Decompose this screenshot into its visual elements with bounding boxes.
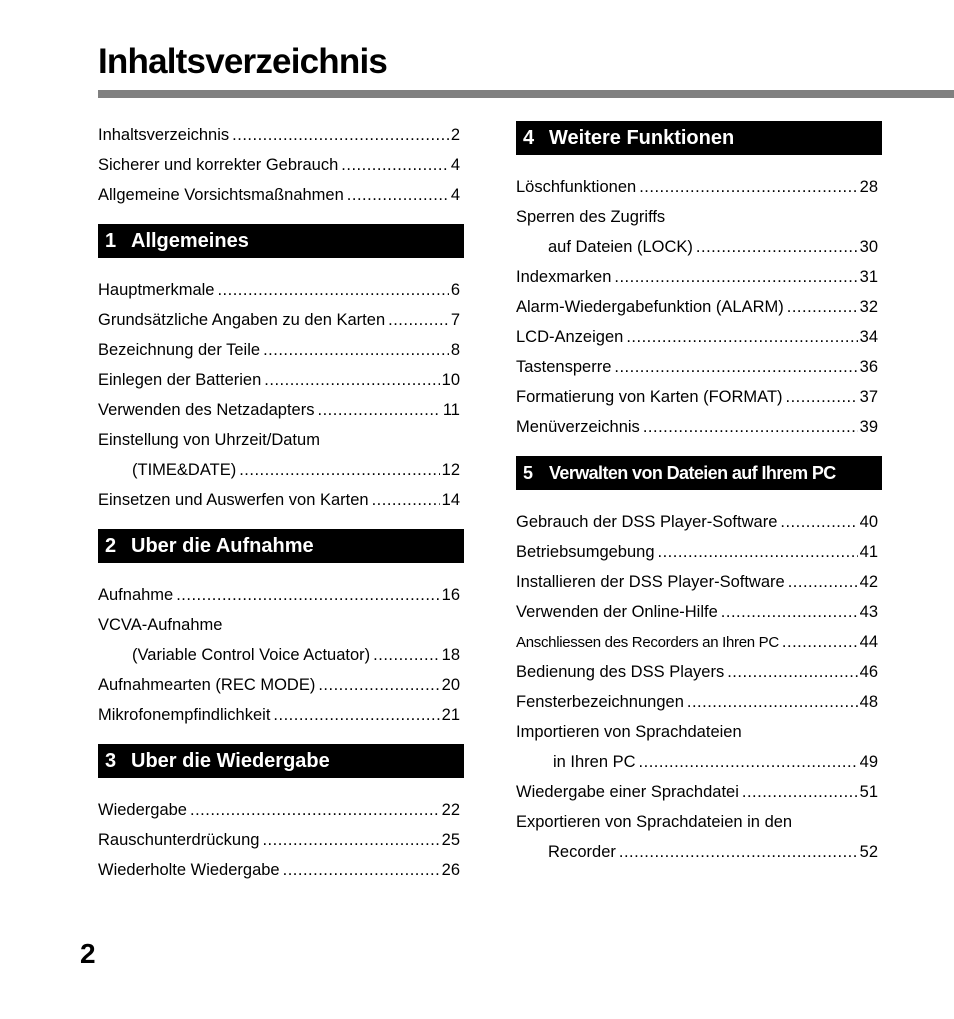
toc-entry[interactable] [516,537,882,567]
toc-entry-page: 12 [441,461,460,479]
toc-entry-text: Betriebsumgebung [516,543,655,561]
toc-entry[interactable] [98,305,464,335]
leader-dots [232,120,449,150]
toc-entry-text: Installieren der DSS Player-Software [516,573,785,591]
toc-entry-text: Exportieren von Sprachdateien in den [516,813,793,831]
leader-dots [372,485,440,515]
section-number: 3 [105,750,117,772]
toc-entry[interactable] [516,507,882,537]
leader-dots [264,365,439,395]
toc-entry[interactable] [516,172,882,202]
toc-entry-text: Einstellung von Uhrzeit/Datum [98,431,320,449]
toc-entry-text: Rauschunterdrückung [98,831,260,849]
section-number: 4 [523,127,535,149]
toc-entry-text: Allgemeine Vorsichtsmaßnahmen [98,186,344,204]
leader-dots [317,395,440,425]
toc-entry-text: Inhaltsverzeichnis [98,126,230,144]
leader-dots [217,275,448,305]
toc-entry[interactable] [516,322,882,352]
toc-entry-text: Verwenden des Netzadapters [98,401,315,419]
toc-entry[interactable] [516,232,882,262]
toc-entry-page: 32 [859,298,878,316]
section-title: Weitere Funktionen [549,127,735,149]
toc-entry-page: 4 [450,186,460,204]
toc-entry-page: 41 [859,543,878,561]
toc-entry[interactable] [516,292,882,322]
leader-dots [262,825,439,855]
leader-dots [341,150,449,180]
toc-entry[interactable] [98,275,464,305]
leader-dots [318,670,439,700]
toc-entry-text: Aufnahmearten (REC MODE) [98,676,316,694]
toc-entry-page: 44 [859,633,878,651]
section-title: Uber die Wiedergabe [131,750,330,772]
leader-dots [176,580,439,610]
leader-dots [283,855,440,885]
toc-entry-page: 36 [859,358,878,376]
toc-entry-text: Einsetzen und Auswerfen von Karten [98,491,369,509]
toc-entry-text: Fensterbezeichnungen [516,693,684,711]
toc-entry-text: Verwenden der Online-Hilfe [516,603,718,621]
toc-entry[interactable] [98,335,464,365]
toc-entry-heading-line[interactable] [516,202,882,232]
toc-entry-text: LCD-Anzeigen [516,328,624,346]
toc-left-column [98,120,464,885]
section-title: Uber die Aufnahme [131,535,314,557]
toc-entry-page: 22 [441,801,460,819]
toc-entry-page: 10 [441,371,460,389]
toc-entry[interactable] [98,120,464,150]
toc-entry[interactable] [98,150,464,180]
toc-entry-page: 2 [450,126,460,144]
toc-entry[interactable] [98,795,464,825]
leader-dots [721,597,858,627]
section-header-1 [98,224,464,258]
leader-dots [639,747,858,777]
leader-dots [643,412,858,442]
section-title: Allgemeines [131,230,249,252]
toc-entry-page: 48 [859,693,878,711]
toc-entry[interactable] [98,180,464,210]
toc-entry-page: 7 [450,311,460,329]
section-header-5 [516,456,882,490]
toc-entry-text: Alarm-Wiedergabefunktion (ALARM) [516,298,784,316]
toc-entry-page: 6 [450,281,460,299]
toc-entry-text: Löschfunktionen [516,178,637,196]
toc-entry-page: 52 [859,843,878,861]
toc-entry[interactable] [98,455,464,485]
toc-entry-text: Einlegen der Batterien [98,371,262,389]
toc-entry-text: VCVA-Aufnahme [98,616,223,634]
toc-entry-text: (TIME&DATE) [132,461,237,479]
toc-entry[interactable] [98,670,464,700]
section-header-2 [98,529,464,563]
leader-dots [658,537,858,567]
toc-entry-page: 46 [859,663,878,681]
toc-entry[interactable] [516,597,882,627]
toc-entry-text: Hauptmerkmale [98,281,215,299]
toc-entry-page: 21 [441,706,460,724]
leader-dots [273,700,439,730]
toc-entry-text: Tastensperre [516,358,612,376]
leader-dots [742,777,858,807]
toc-entry[interactable] [516,262,882,292]
toc-entry-page: 11 [442,401,460,419]
leader-dots [388,305,449,335]
toc-entry-text: Wiederholte Wiedergabe [98,861,280,879]
title-rule [98,90,954,98]
toc-entry-page: 16 [441,586,460,604]
toc-entry-page: 39 [859,418,878,436]
leader-dots [614,262,857,292]
leader-dots [787,292,858,322]
leader-dots [373,640,439,670]
leader-dots [639,172,857,202]
toc-entry-text: Formatierung von Karten (FORMAT) [516,388,783,406]
leader-dots [626,322,857,352]
toc-entry-text: Recorder [548,843,616,861]
toc-entry-text: Indexmarken [516,268,612,286]
toc-entry-page: 4 [450,156,460,174]
page-title: Inhaltsverzeichnis [98,42,388,81]
leader-dots [619,837,858,867]
section-title: Verwalten von Dateien auf Ihrem PC [549,463,836,483]
toc-entry-text: Grundsätzliche Angaben zu den Karten [98,311,386,329]
toc-entry-text: Importieren von Sprachdateien [516,723,742,741]
toc-entry-text: auf Dateien (LOCK) [548,238,693,256]
leader-dots [727,657,857,687]
toc-entry[interactable] [98,700,464,730]
leader-dots [239,455,439,485]
toc-entry[interactable] [516,657,882,687]
toc-entry[interactable] [98,640,464,670]
toc-entry[interactable] [98,395,464,425]
toc-entry-text: Anschliessen des Recorders an Ihren PC [516,634,779,651]
leader-dots [788,567,858,597]
toc-entry-heading-line[interactable] [516,717,882,747]
toc-entry[interactable] [516,837,882,867]
toc-entry-page: 18 [441,646,460,664]
toc-entry-page: 14 [441,491,460,509]
toc-entry-page: 40 [859,513,878,531]
section-header-4 [516,121,882,155]
section-number: 2 [105,535,117,557]
leader-dots [263,335,449,365]
toc-entry[interactable] [516,352,882,382]
toc-entry-text: Gebrauch der DSS Player-Software [516,513,778,531]
toc-entry-text: in Ihren PC [553,753,636,771]
toc-entry[interactable] [98,580,464,610]
toc-entry[interactable] [516,777,882,807]
toc-entry-heading-line[interactable] [516,807,882,837]
toc-entry[interactable] [516,412,882,442]
leader-dots [347,180,449,210]
toc-entry[interactable] [98,825,464,855]
toc-entry[interactable] [516,382,882,412]
leader-dots [780,507,857,537]
toc-entry-heading-line[interactable] [98,425,464,455]
page-number: 2 [80,938,95,969]
toc-entry-heading-line[interactable] [98,610,464,640]
toc-entry-text: Bedienung des DSS Players [516,663,725,681]
leader-dots [190,795,440,825]
toc-entry-text: Aufnahme [98,586,174,604]
toc-entry-page: 51 [859,783,878,801]
toc-entry[interactable] [516,627,882,657]
leader-dots [782,627,858,657]
toc-entry-text: Sperren des Zugriffs [516,208,666,226]
toc-entry-text: (Variable Control Voice Actuator) [132,646,371,664]
section-number: 1 [105,230,117,252]
toc-entry-page: 34 [859,328,878,346]
toc-entry-text: Wiedergabe einer Sprachdatei [516,783,739,801]
toc-entry-page: 20 [441,676,460,694]
section-header-3 [98,744,464,778]
toc-entry[interactable] [98,485,464,515]
toc-entry-page: 37 [859,388,878,406]
leader-dots [786,382,858,412]
toc-entry[interactable] [516,687,882,717]
toc-entry-page: 43 [859,603,878,621]
toc-entry-text: Bezeichnung der Teile [98,341,261,359]
toc-entry-text: Menüverzeichnis [516,418,640,436]
toc-entry-page: 31 [859,268,878,286]
toc-entry[interactable] [98,855,464,885]
toc-entry[interactable] [516,747,882,777]
leader-dots [696,232,858,262]
toc-entry-text: Wiedergabe [98,801,187,819]
section-number: 5 [523,463,533,483]
toc-entry-text: Mikrofonempfindlichkeit [98,706,271,724]
toc-entry-page: 49 [859,753,878,771]
toc-entry-page: 26 [441,861,460,879]
toc-entry[interactable] [98,365,464,395]
toc-entry-text: Sicherer und korrekter Gebrauch [98,156,339,174]
toc-entry-page: 25 [441,831,460,849]
toc-entry-page: 42 [859,573,878,591]
leader-dots [614,352,857,382]
toc-right-column [516,121,882,867]
leader-dots [687,687,858,717]
toc-entry-page: 8 [450,341,460,359]
toc-entry-page: 30 [859,238,878,256]
toc-entry-page: 28 [859,178,878,196]
toc-entry[interactable] [516,567,882,597]
